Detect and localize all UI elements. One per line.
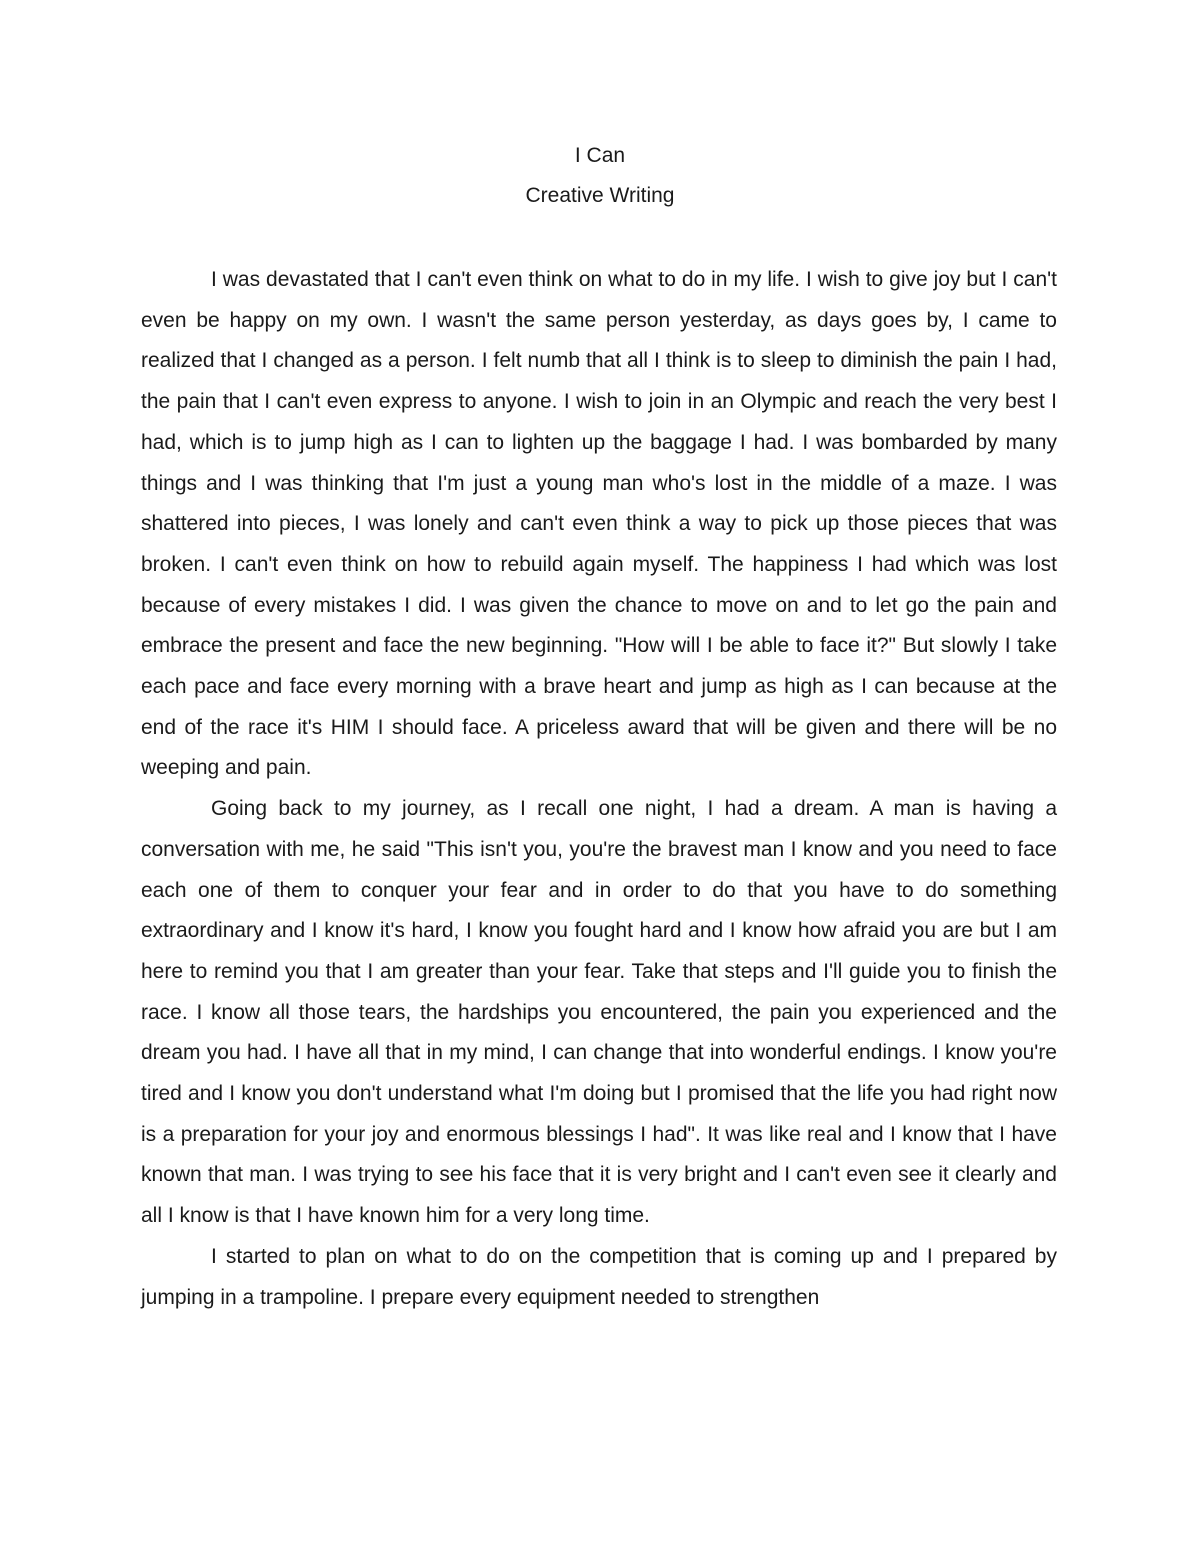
paragraph-2: Going back to my journey, as I recall one night, I had a dream. A man is having a conversation with me, he said "This isn't you, you're the bravest man I know and you need to face each one of them to conquer your fear and in order to do that you have to do something extraordinary and I know it's hard, I know you fought hard and I know how afraid you are but I am here to remind you that I am greater than your fear. Take that steps and I'll guide you to finish the race. I know all those tears, the hardships you encountered, the pain you experienced and the dream you had. I have all that in my mind, I can change that into wonderful endings. I know you're tired and I know you don't understand what I'm doing but I promised that the life you had right now is a preparation for your joy and enormous blessings I had". It was like real and I know that I have known that man. I was trying to see his face that it is very bright and I can't even see it clearly and all I know is that I have known him for a very long time. bbox=[141, 797, 1057, 1228]
paragraph-3: I started to plan on what to do on the competition that is coming up and I prepared by jumping in a trampoline. I prepare every equipment needed to strengthen bbox=[141, 1244, 1057, 1309]
paragraph-1: I was devastated that I can't even think on what to do in my life. I wish to give joy but I can't even be happy on my own. I wasn't the same person yesterday, as days goes by, I came to realized that I changed as a person. I felt numb that all I think is to sleep to diminish the pain I had, the pain that I can't even express to anyone. I wish to join in an Olympic and reach the very best I had, which is to jump high as I can to lighten up the baggage I had. I was bombarded by many things and I was thinking that I'm just a young man who's lost in the middle of a maze. I was shattered into pieces, I was lonely and can't even think a way to pick up those pieces that was broken. I can't even think on how to rebuild again myself. The happiness I had which was lost because of every mistakes I did. I was given the chance to move on and to let go the pain and embrace the present and face the new beginning. "How will I be able to face it?" But slowly I take each pace and face every morning with a brave heart and jump as high as I can because at the end of the race it's HIM I should face. A priceless award that will be given and there will be no weeping and pain. bbox=[141, 268, 1057, 780]
document-subtitle: Creative Writing bbox=[525, 184, 675, 207]
document-body bbox=[141, 260, 1057, 1318]
document-title: I Can bbox=[574, 144, 626, 167]
